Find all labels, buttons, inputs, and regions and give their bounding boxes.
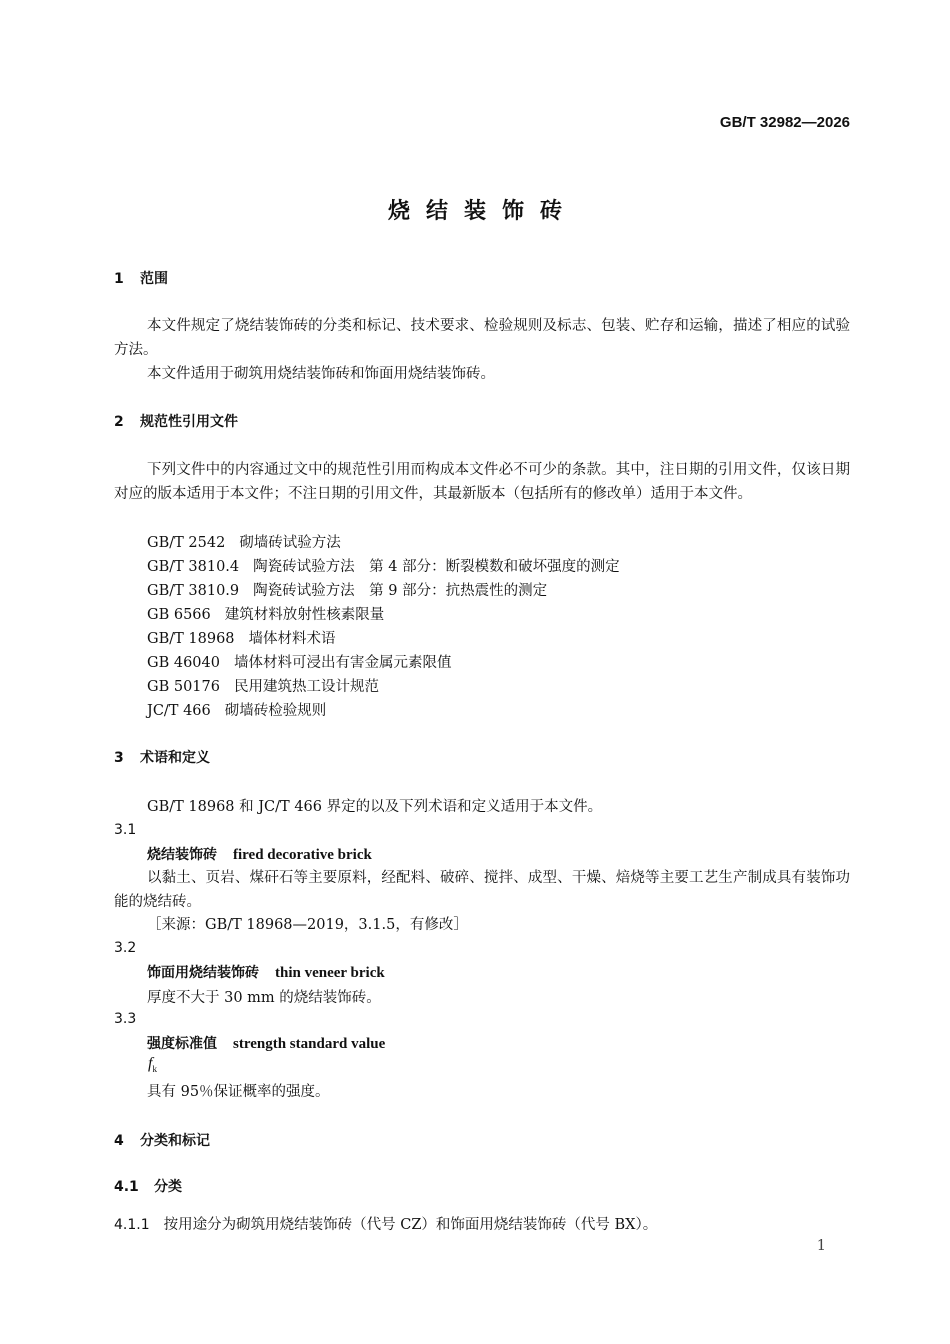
- paragraph: GB/T 18968 和 JC/T 466 界定的以及下列术语和定义适用于本文件。: [147, 799, 603, 815]
- term-definition: 具有 95％保证概率的强度。: [147, 1084, 330, 1100]
- paragraph: 本文件规定了烧结装饰砖的分类和标记、技术要求、检验规则及标志、包装、贮存和运输，描述了相应的试验方法。: [114, 318, 850, 358]
- section-number: 1: [114, 271, 124, 287]
- section-1-heading: [114, 268, 168, 288]
- document-title: 烧结装饰砖: [387, 199, 578, 224]
- reference-code: GB 6566: [147, 607, 211, 623]
- section-3-heading: [114, 747, 210, 767]
- reference-title: 建筑材料放射性核素限量: [224, 607, 385, 623]
- reference-title: 墙体材料可浸出有害金属元素限值: [233, 655, 452, 671]
- reference-item: [147, 675, 379, 696]
- standard-number: GB/T 32982—2026: [719, 114, 850, 131]
- term-number: 3.2: [114, 940, 137, 956]
- term-zh: 饰面用烧结装饰砖: [147, 965, 259, 981]
- reference-title: 砌墙砖检验规则: [224, 703, 327, 719]
- term-symbol: $f_k$: [148, 1055, 157, 1075]
- subsection-title: 分类: [154, 1179, 182, 1195]
- section-number: 3: [114, 750, 124, 766]
- reference-code: GB/T 18968: [147, 631, 235, 647]
- clause-text: 按用途分为砌筑用烧结装饰砖（代号 CZ）和饰面用烧结装饰砖（代号 BX）。: [163, 1217, 658, 1233]
- term-en: fired decorative brick: [233, 847, 372, 863]
- page-number: 1: [816, 1238, 826, 1254]
- reference-item: [147, 579, 547, 600]
- reference-item: [147, 651, 451, 672]
- section-title: 范围: [140, 271, 168, 287]
- term-number: 3.3: [114, 1011, 137, 1027]
- subsection-number: 4.1: [114, 1179, 139, 1195]
- term-name: [147, 962, 385, 982]
- reference-title: 陶瓷砖试验方法 第 4 部分：断裂模数和破坏强度的测定: [253, 559, 620, 575]
- reference-item: [147, 531, 341, 552]
- section-title: 分类和标记: [140, 1133, 210, 1149]
- term-en: strength standard value: [233, 1036, 386, 1052]
- reference-code: GB 50176: [147, 679, 220, 695]
- section-title: 规范性引用文件: [140, 414, 238, 430]
- term-definition: 以黏土、页岩、煤矸石等主要原料，经配料、破碎、搅拌、成型、干燥、焙烧等主要工艺生产制成具有装饰功能的烧结砖。: [114, 870, 850, 910]
- section-number: 2: [114, 414, 124, 430]
- subsection-heading: [114, 1176, 182, 1196]
- term-en: thin veneer brick: [275, 965, 385, 981]
- term-zh: 烧结装饰砖: [147, 847, 217, 863]
- term-name: [147, 1033, 385, 1053]
- reference-code: GB 46040: [147, 655, 220, 671]
- reference-code: GB/T 2542: [147, 535, 226, 551]
- term-zh: 强度标准值: [147, 1036, 217, 1052]
- section-number: 4: [114, 1133, 124, 1149]
- reference-item: [147, 699, 326, 720]
- reference-code: JC/T 466: [147, 703, 211, 719]
- term-name: [147, 844, 372, 864]
- reference-item: [147, 555, 620, 576]
- reference-item: [147, 603, 384, 624]
- reference-title: 砌墙砖试验方法: [239, 535, 341, 551]
- term-number: 3.1: [114, 822, 137, 838]
- term-definition: 厚度不大于 30 mm 的烧结装饰砖。: [147, 990, 381, 1006]
- reference-item: [147, 627, 336, 648]
- section-2-heading: [114, 411, 238, 431]
- section-4-heading: [114, 1130, 210, 1150]
- section-title: 术语和定义: [140, 750, 210, 766]
- term-source: ［来源：GB/T 18968—2019，3.1.5，有修改］: [147, 917, 468, 933]
- reference-code: GB/T 3810.4: [147, 559, 240, 575]
- clause-number: 4.1.1: [114, 1217, 150, 1233]
- reference-title: 民用建筑热工设计规范: [233, 679, 379, 695]
- reference-code: GB/T 3810.9: [147, 583, 240, 599]
- reference-title: 陶瓷砖试验方法 第 9 部分：抗热震性的测定: [253, 583, 548, 599]
- reference-title: 墙体材料术语: [248, 631, 336, 647]
- clause: [114, 1213, 657, 1234]
- paragraph: 本文件适用于砌筑用烧结装饰砖和饰面用烧结装饰砖。: [147, 366, 495, 382]
- paragraph: 下列文件中的内容通过文中的规范性引用而构成本文件必不可少的条款。其中，注日期的引用文件，仅该日期对应的版本适用于本文件；不注日期的引用文件，其最新版本（包括所有的修改单）适用于本文件。: [114, 462, 850, 502]
